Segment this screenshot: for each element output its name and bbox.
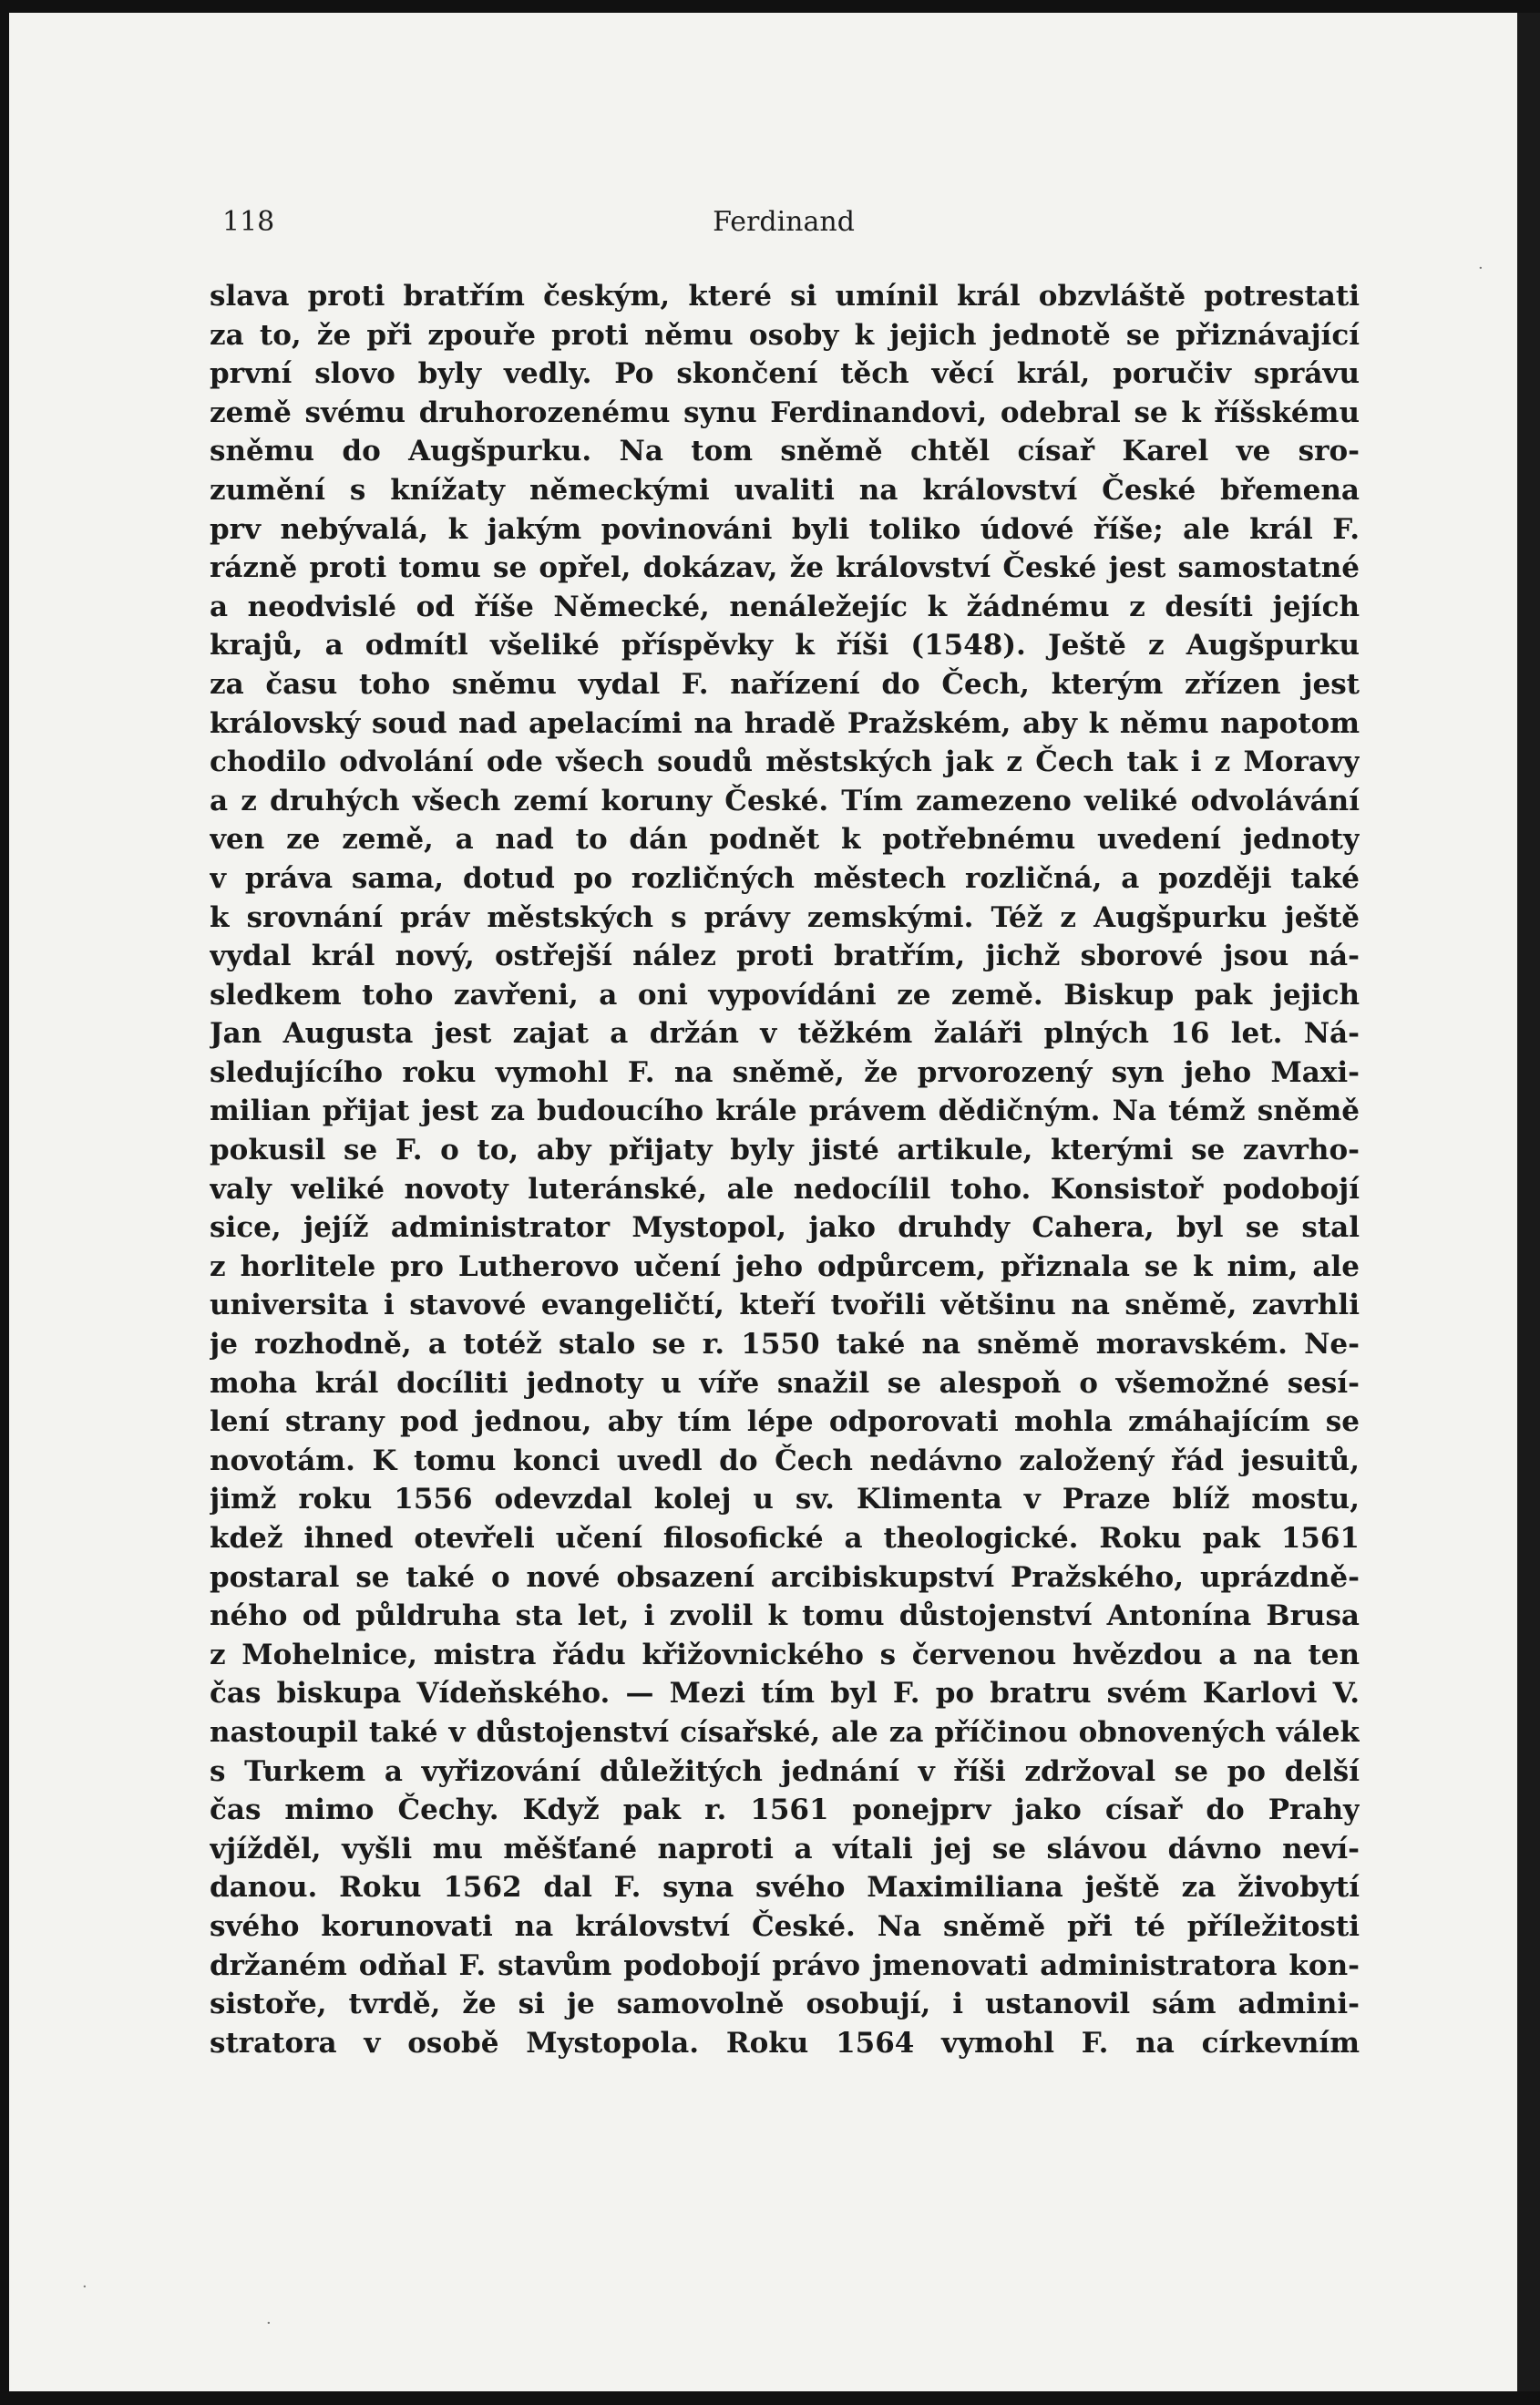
text-line: slava proti bratřím českým, které si umínil král obzvláště potrestati bbox=[210, 280, 1360, 313]
text-line: sledkem toho zavřeni, a oni vypovídáni ze země. Biskup pak jejich bbox=[210, 978, 1360, 1012]
text-line: prv nebývalá, k jakým povinováni byli toliko údové říše; ale král F. bbox=[210, 512, 1360, 546]
text-line: kdež ihned otevřeli učení filosofické a theologické. Roku pak 1561 bbox=[210, 1522, 1360, 1555]
text-line: danou. Roku 1562 dal F. syna svého Maximiliana ještě za živobytí bbox=[210, 1871, 1360, 1905]
text-line: novotám. K tomu konci uvedl do Čech nedávno založený řád jesuitů, bbox=[210, 1444, 1360, 1477]
page-edge-shadow bbox=[1517, 13, 1540, 2391]
text-line: Jan Augusta jest zajat a držán v těžkém žaláři plných 16 let. Ná- bbox=[210, 1017, 1360, 1051]
text-line: držaném odňal F. stavům podobojí právo jmenovati administratora kon- bbox=[210, 1948, 1360, 1982]
text-line: pokusil se F. o to, aby přijaty byly jisté artikule, kterými se zavrho- bbox=[210, 1134, 1360, 1167]
stray-mark: · bbox=[266, 2314, 272, 2333]
text-line: valy veliké novoty luteránské, ale nedocílil toho. Konsistoř podobojí bbox=[210, 1172, 1360, 1206]
stray-mark: · bbox=[82, 2277, 87, 2297]
text-line: universita i stavové evangeličtí, kteří tvořili většinu na sněmě, zavrhli bbox=[210, 1289, 1360, 1322]
text-line: první slovo byly vedly. Po skončení těch věcí král, poručiv správu bbox=[210, 357, 1360, 391]
running-title: Ferdinand bbox=[713, 206, 855, 238]
text-line: vydal král nový, ostřejší nález proti bratřím, jichž sborové jsou ná- bbox=[210, 940, 1360, 973]
text-line: za času toho sněmu vydal F. nařízení do Čech, kterým zřízen jest bbox=[210, 667, 1360, 701]
text-line: milian přijat jest za budoucího krále právem dědičným. Na témž sněmě bbox=[210, 1095, 1360, 1128]
text-line: sněmu do Augšpurku. Na tom sněmě chtěl císař Karel ve sro- bbox=[210, 435, 1360, 468]
text-line: čas mimo Čechy. Když pak r. 1561 ponejprv jako císař do Prahy bbox=[210, 1793, 1360, 1827]
text-line: v práva sama, dotud po rozličných městech rozličná, a později také bbox=[210, 861, 1360, 895]
text-line: sledujícího roku vymohl F. na sněmě, že prvorozený syn jeho Maxi- bbox=[210, 1055, 1360, 1089]
text-line: stratora v osobě Mystopola. Roku 1564 vymohl F. na církevním bbox=[210, 2026, 1360, 2060]
text-line: vjížděl, vyšli mu měšťané naproti a vítali jej se slávou dávno neví- bbox=[210, 1832, 1360, 1865]
text-line: moha král docíliti jednoty u víře snažil se alespoň o všemožné sesí- bbox=[210, 1366, 1360, 1400]
text-line: z horlitele pro Lutherovo učení jeho odpůrcem, přiznala se k nim, ale bbox=[210, 1249, 1360, 1283]
text-line: z Mohelnice, mistra řádu křižovnického s červenou hvězdou a na ten bbox=[210, 1638, 1360, 1671]
stray-mark: · bbox=[1478, 259, 1484, 278]
text-line: a neodvislé od říše Německé, nenáležejíc k žádnému z desíti jejích bbox=[210, 590, 1360, 623]
book-page bbox=[9, 13, 1517, 2391]
text-line: ven ze země, a nad to dán podnět k potřebnému uvedení jednoty bbox=[210, 823, 1360, 857]
text-line: s Turkem a vyřizování důležitých jednání v říši zdržoval se po delší bbox=[210, 1754, 1360, 1788]
text-line: královský soud nad apelacími na hradě Pražském, aby k němu napotom bbox=[210, 706, 1360, 740]
text-line: postaral se také o nové obsazení arcibiskupství Pražského, uprázdně- bbox=[210, 1560, 1360, 1594]
text-line: nastoupil také v důstojenství císařské, ale za příčinou obnovených válek bbox=[210, 1715, 1360, 1749]
text-line: země svému druhorozenému synu Ferdinandovi, odebral se k říšskému bbox=[210, 396, 1360, 429]
text-line: čas biskupa Vídeňského. — Mezi tím byl F. po bratru svém Karlovi V. bbox=[210, 1677, 1360, 1711]
text-line: k srovnání práv městských s právy zemskými. Též z Augšpurku ještě bbox=[210, 900, 1360, 934]
page-number: 118 bbox=[222, 206, 275, 238]
page-header bbox=[210, 195, 1358, 250]
text-line: sice, jejíž administrator Mystopol, jako druhdy Cahera, byl se stal bbox=[210, 1211, 1360, 1245]
text-line: za to, že při zpouře proti němu osoby k jejich jednotě se přiznávající bbox=[210, 318, 1360, 352]
text-line: svého korunovati na království České. Na sněmě při té příležitosti bbox=[210, 1909, 1360, 1943]
text-line: chodilo odvolání ode všech soudů městských jak z Čech tak i z Moravy bbox=[210, 745, 1360, 779]
text-line: je rozhodně, a totéž stalo se r. 1550 také na sněmě moravském. Ne- bbox=[210, 1328, 1360, 1362]
text-line: sistoře, tvrdě, že si je samovolně osobují, i ustanovil sám admini- bbox=[210, 1988, 1360, 2021]
text-line: a z druhých všech zemí koruny České. Tím zamezeno veliké odvolávání bbox=[210, 784, 1360, 817]
text-line: krajů, a odmítl všeliké příspěvky k říši (1548). Ještě z Augšpurku bbox=[210, 629, 1360, 663]
text-line: rázně proti tomu se opřel, dokázav, že království České jest samostatné bbox=[210, 551, 1360, 585]
text-line: jimž roku 1556 odevzdal kolej u sv. Klimenta v Praze blíž mostu, bbox=[210, 1483, 1360, 1516]
text-line: lení strany pod jednou, aby tím lépe odporovati mohla zmáhajícím se bbox=[210, 1405, 1360, 1439]
body-text bbox=[210, 277, 1360, 2062]
text-line: zumění s knížaty německými uvaliti na království České břemena bbox=[210, 473, 1360, 507]
text-line: ného od půldruha sta let, i zvolil k tomu důstojenství Antonína Brusa bbox=[210, 1599, 1360, 1633]
